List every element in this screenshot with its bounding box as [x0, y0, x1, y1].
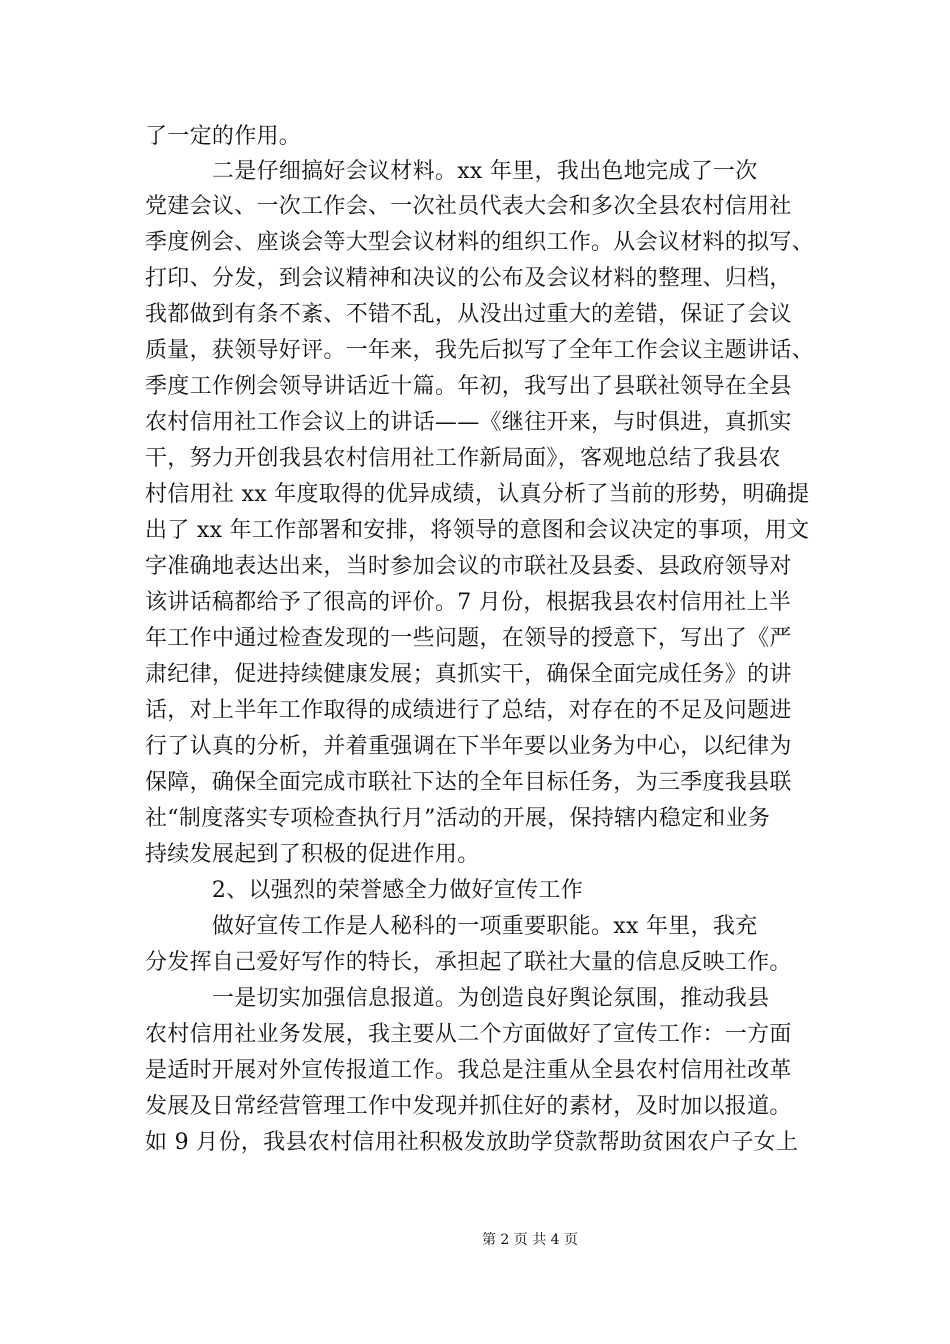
text-line: 党建会议、一次工作会、一次社员代表大会和多次全县农村信用社 — [145, 194, 792, 219]
text-line: 持续发展起到了积极的促进作用。 — [145, 842, 480, 867]
text-line: 农村信用社业务发展，我主要从二个方面做好了宣传工作：一方面 — [145, 1022, 792, 1047]
text-line: 一是切实加强信息报道。为创造良好舆论氛围，推动我县 — [145, 986, 770, 1011]
page-number-footer: 第 2 页 共 4 页 — [481, 1232, 579, 1248]
text-line: 该讲话稿都给予了很高的评价。7 月份，根据我县农村信用社上半 — [145, 590, 791, 615]
text-line: 年工作中通过检查发现的一些问题，在领导的授意下，写出了《严 — [145, 626, 792, 651]
text-line: 季度例会、座谈会等大型会议材料的组织工作。从会议材料的拟写、 — [145, 230, 815, 255]
text-line: 村信用社 xx 年度取得的优异成绩，认真分析了当前的形势，明确提 — [145, 482, 810, 507]
text-line: 分发挥自己爱好写作的特长，承担起了联社大量的信息反映工作。 — [145, 950, 792, 975]
text-line: 打印、分发，到会议精神和决议的公布及会议材料的整理、归档， — [145, 266, 792, 291]
text-line: 字准确地表达出来，当时参加会议的市联社及县委、县政府领导对 — [145, 554, 792, 579]
text-line: 社“制度落实专项检查执行月”活动的开展，保持辖内稳定和业务 — [145, 806, 771, 831]
text-line: 了一定的作用。 — [145, 124, 302, 149]
text-line: 做好宣传工作是人秘科的一项重要职能。xx 年里，我充 — [145, 914, 758, 939]
text-line: 话，对上半年工作取得的成绩进行了总结，对存在的不足及问题进 — [145, 698, 792, 723]
text-line: 保障，确保全面完成市联社下达的全年目标任务，为三季度我县联 — [145, 770, 792, 795]
text-line: 干，努力开创我县农村信用社工作新局面》，客观地总结了我县农 — [145, 446, 781, 471]
text-line: 我都做到有条不紊、不错不乱，从没出过重大的差错，保证了会议 — [145, 302, 792, 327]
section-heading: 2、以强烈的荣誉感全力做好宣传工作 — [145, 878, 583, 903]
text-line: 肃纪律，促进持续健康发展；真抓实干，确保全面完成任务》的讲 — [145, 662, 792, 687]
text-line: 二是仔细搞好会议材料。xx 年里，我出色地完成了一次 — [145, 159, 758, 184]
text-line: 是适时开展对外宣传报道工作。我总是注重从全县农村信用社改革 — [145, 1058, 792, 1083]
text-line: 出了 xx 年工作部署和安排，将领导的意图和会议决定的事项，用文 — [145, 518, 810, 543]
text-line: 质量，获领导好评。一年来，我先后拟写了全年工作会议主题讲话、 — [145, 338, 815, 363]
text-line: 发展及日常经营管理工作中发现并抓住好的素材，及时加以报道。 — [145, 1094, 792, 1119]
text-line: 行了认真的分析，并着重强调在下半年要以业务为中心，以纪律为 — [145, 734, 792, 759]
text-line: 农村信用社工作会议上的讲话——《继往开来，与时俱进，真抓实 — [145, 410, 792, 435]
text-line: 如 9 月份，我县农村信用社积极发放助学贷款帮助贫困农户子女上 — [145, 1130, 799, 1155]
text-line: 季度工作例会领导讲话近十篇。年初，我写出了县联社领导在全县 — [145, 374, 792, 399]
